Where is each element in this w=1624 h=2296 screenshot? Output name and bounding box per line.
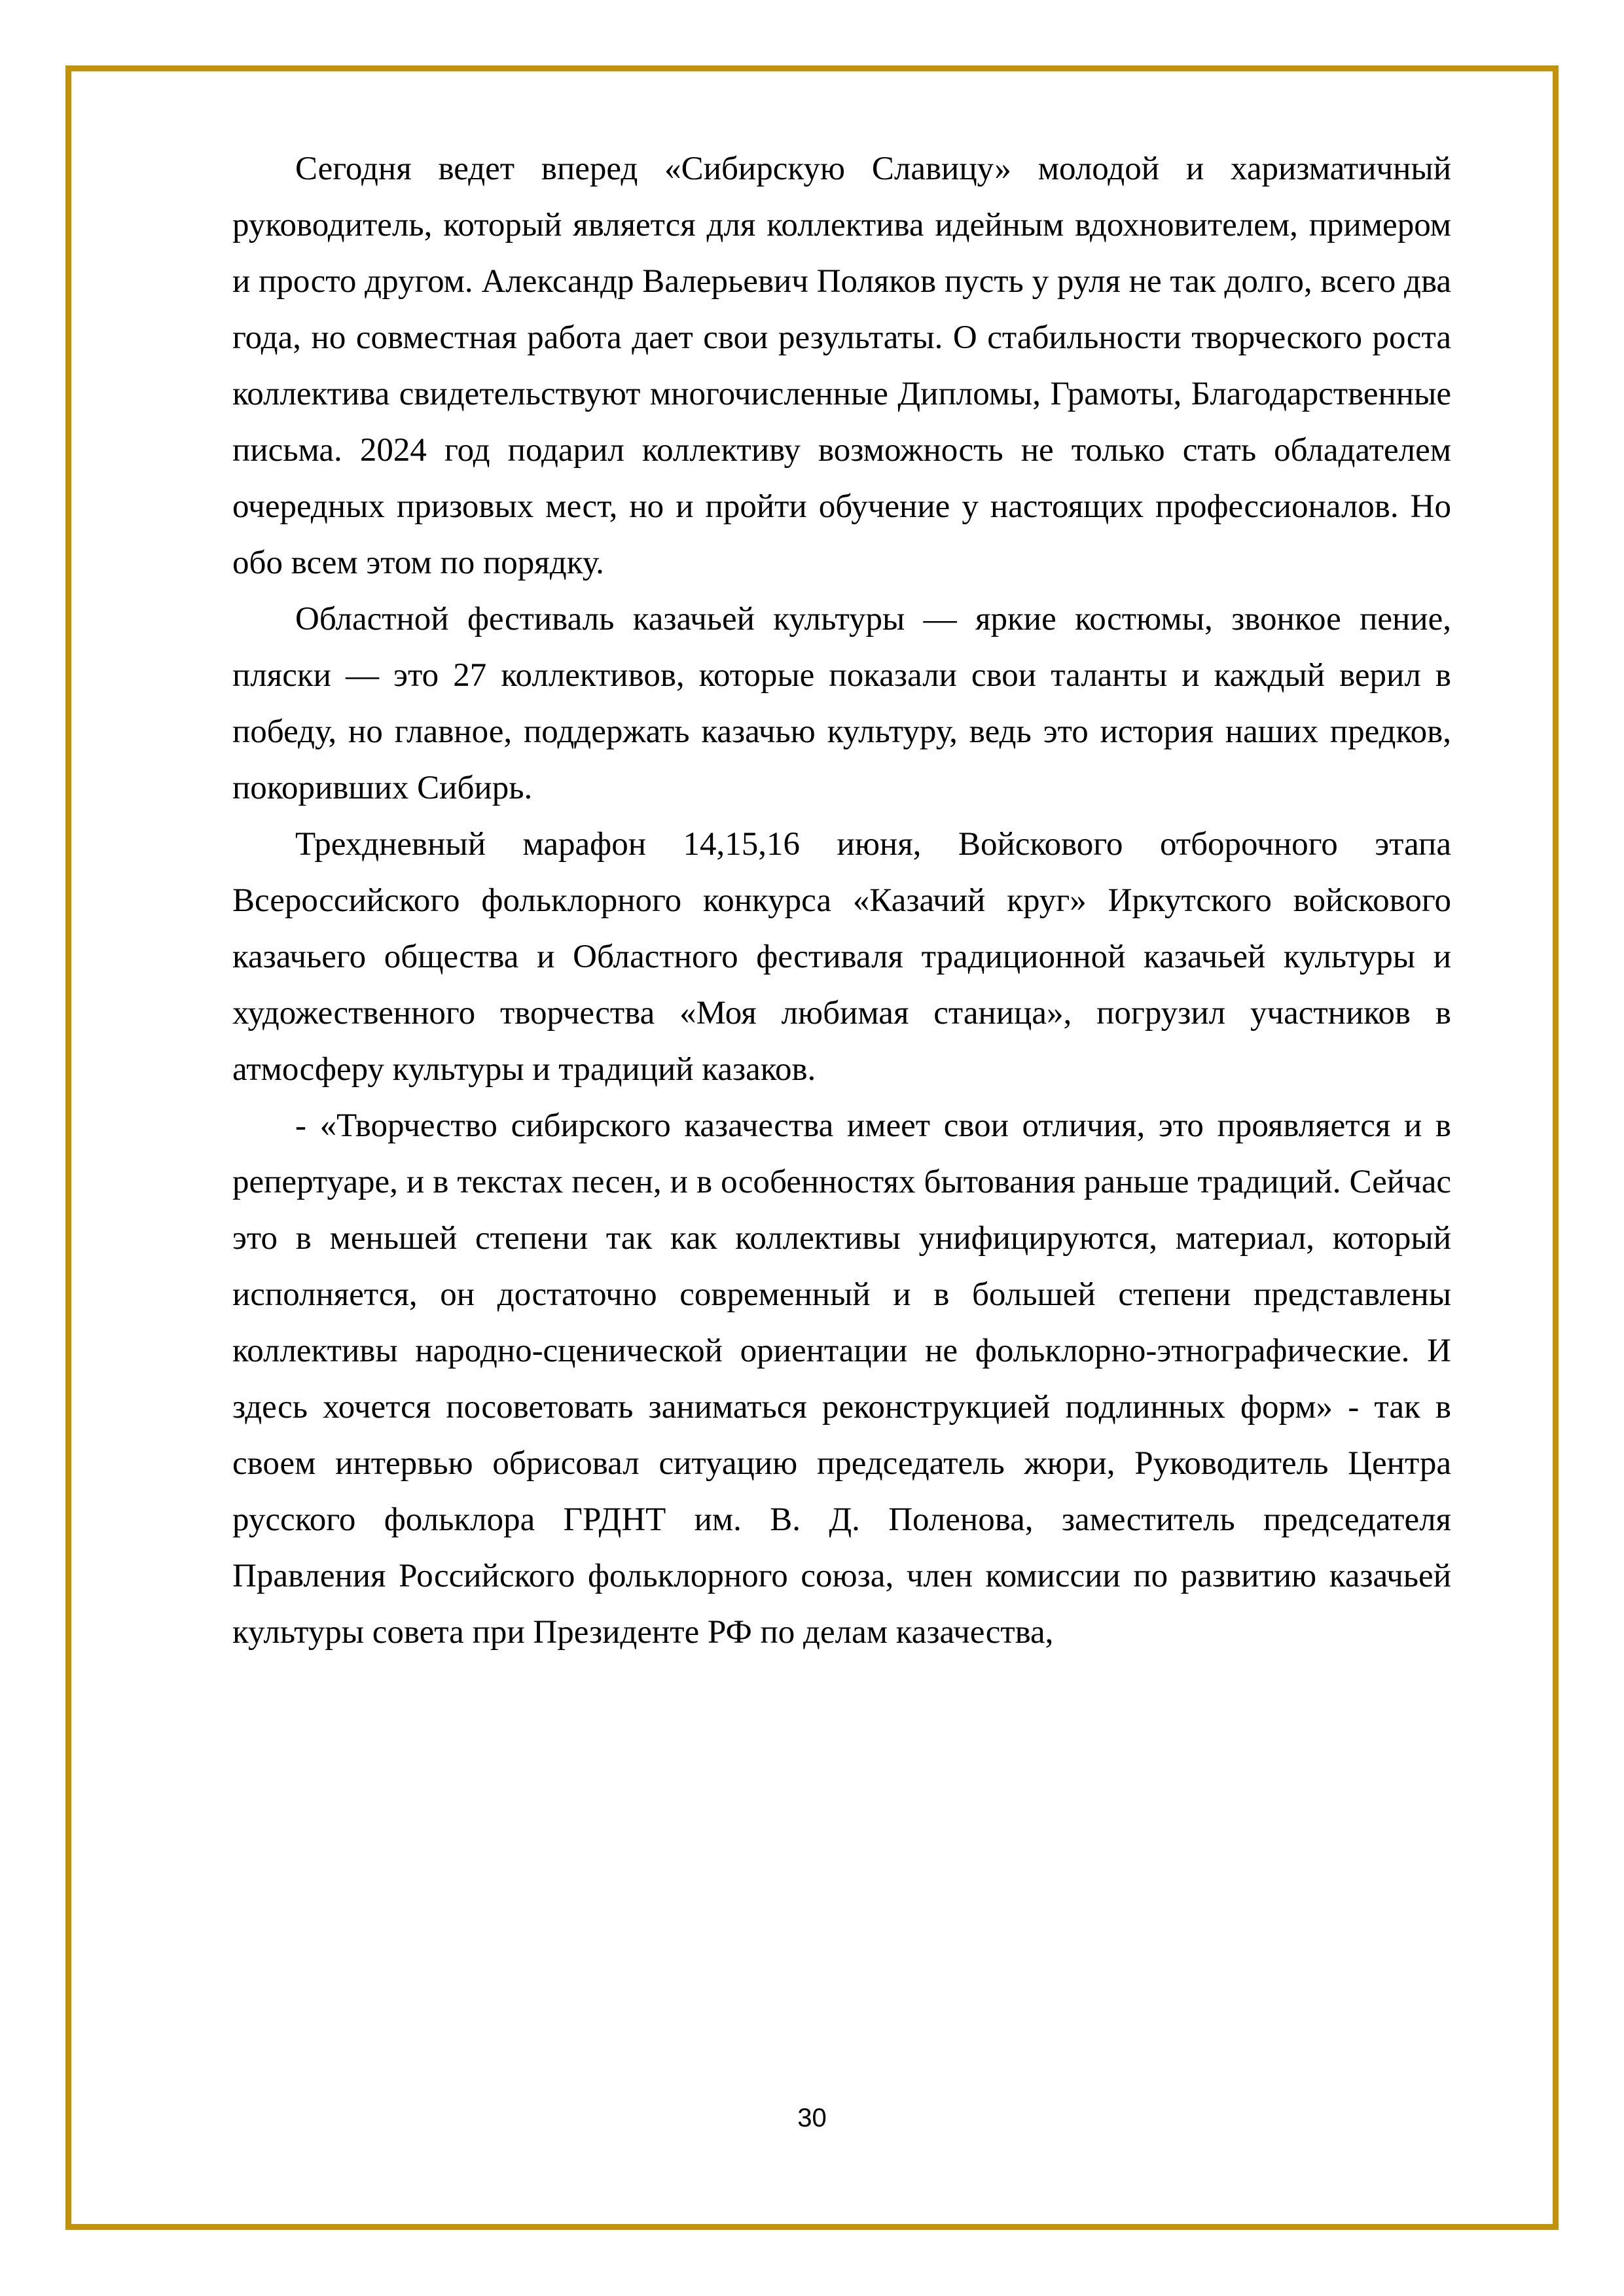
paragraph: Областной фестиваль казачьей культуры — яркие костюмы, звонкое пение, пляски — это 27 коллективов, которые показали свои таланты и каждый верил в победу, но главное, поддержать казачью культуру, ведь это история наших предков, покоривших Сибирь. bbox=[232, 601, 1451, 806]
paragraph: Сегодня ведет вперед «Сибирскую Славицу» молодой и харизматичный руководитель, который является для коллектива идейным вдохновителем, примером и просто другом. Александр Валерьевич Поляков пусть у руля не так долго, всего два года, но совместная работа дает свои результаты. О стабильности творческого роста коллектива свидетельствуют многочисленные Дипломы, Грамоты, Благодарственные письма. 2024 год подарил коллективу возможность не только стать обладателем очередных призовых мест, но и пройти обучение у настоящих профессионалов. Но обо всем этом по порядку. bbox=[232, 151, 1451, 581]
page-text-body bbox=[232, 141, 1451, 1660]
paragraph: Трехдневный марафон 14,15,16 июня, Войскового отборочного этапа Всероссийского фольклорного конкурса «Казачий круг» Иркутского войскового казачьего общества и Областного фестиваля традиционной казачьей культуры и художественного творчества «Моя любимая станица», погрузил участников в атмосферу культуры и традиций казаков. bbox=[232, 826, 1451, 1088]
paragraph: - «Творчество сибирского казачества имеет свои отличия, это проявляется и в репертуаре, и в текстах песен, и в особенностях бытования раньше традиций. Сейчас это в меньшей степени так как коллективы унифицируются, материал, который исполняется, он достаточно современный и в большей степени представлены коллективы народно-сценической ориентации не фольклорно-этнографические. И здесь хочется посоветовать заниматься реконструкцией подлинных форм» - так в своем интервью обрисовал ситуацию председатель жюри, Руководитель Центра русского фольклора ГРДНТ им. В. Д. Поленова, заместитель председателя Правления Российского фольклорного союза, член комиссии по развитию казачьей культуры совета при Президенте РФ по делам казачества, bbox=[232, 1107, 1451, 1651]
page-number: 30 bbox=[797, 2104, 827, 2132]
